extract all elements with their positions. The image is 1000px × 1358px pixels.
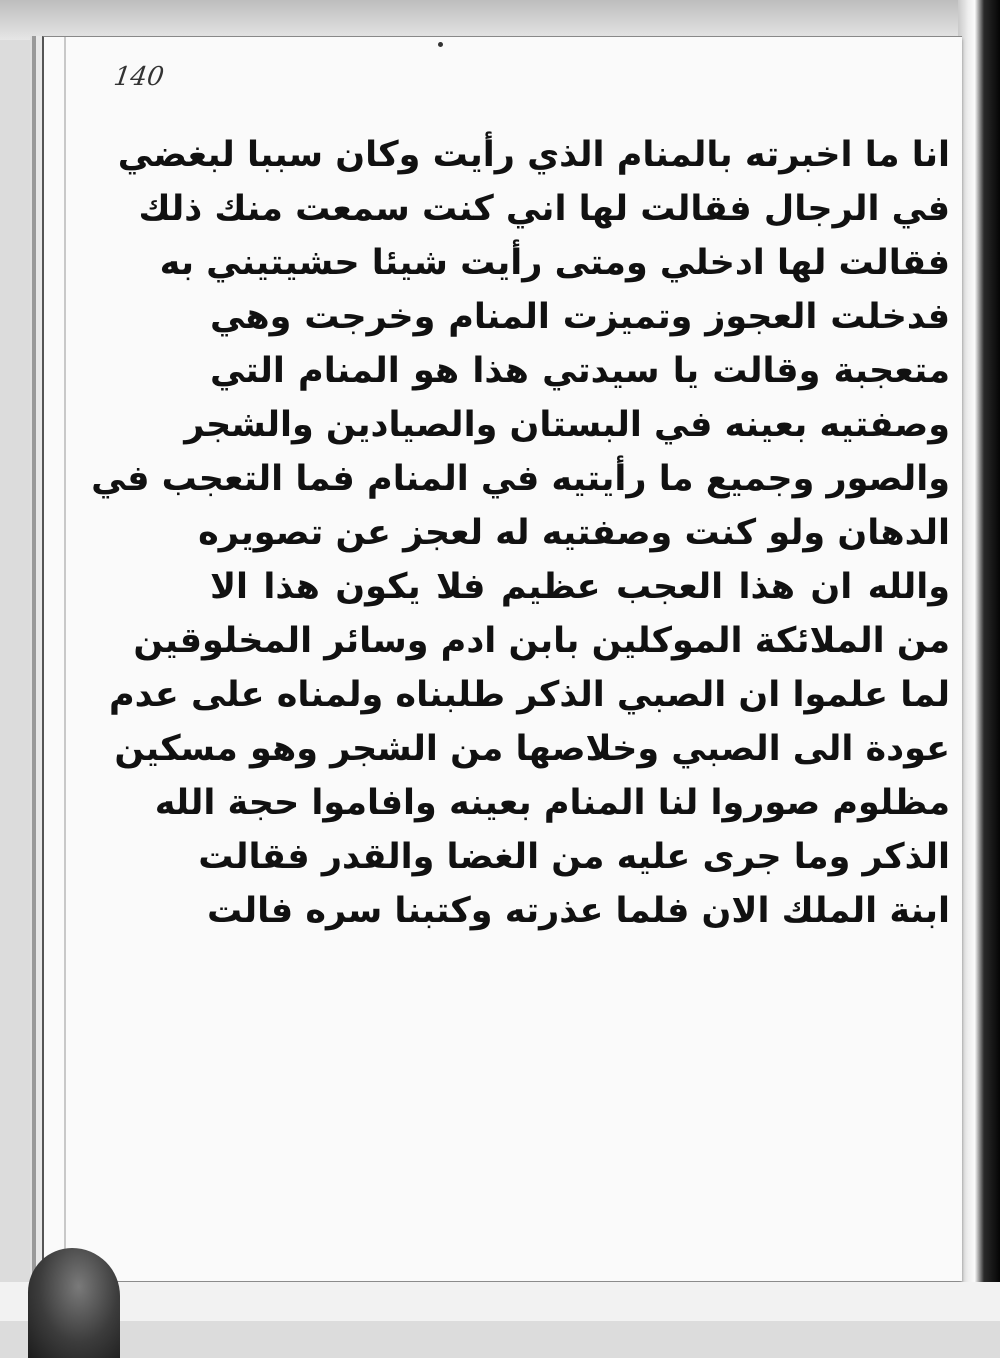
text-line-4: فدخلت العجوز وتميزت المنام وخرجت وهي	[210, 297, 950, 337]
text-line-3: فقالت لها ادخلي ومتى رأيت شيئا حشيتيني به	[159, 243, 950, 283]
text-line-1: انا ما اخبرته بالمنام الذي رأيت وكان سببا لبغضي	[117, 135, 950, 175]
scan-background-bottom	[0, 1282, 1000, 1321]
scan-background-top	[0, 0, 1000, 40]
text-line-6: وصفتيه بعينه في البستان والصيادين والشجر	[184, 405, 950, 445]
text-line-11: لما علموا ان الصبي الذكر طلبناه ولمناه على عدم	[109, 675, 950, 715]
page-fold-line	[64, 37, 66, 1281]
text-line-10: من الملائكة الموكلين بابن ادم وسائر المخلوقين	[133, 621, 950, 661]
holder-thumb	[28, 1248, 120, 1358]
text-line-9: والله ان هذا العجب عظيم فلا يكون هذا الا	[210, 567, 950, 607]
folio-number: 140	[111, 62, 166, 92]
text-line-15: ابنة الملك الان فلما عذرته وكتبنا سره فالت	[206, 891, 950, 931]
manuscript-text-block	[91, 128, 950, 938]
book-edge	[958, 0, 1000, 1321]
text-line-2: في الرجال فقالت لها اني كنت سمعت منك ذلك	[138, 189, 950, 229]
text-line-14: الذكر وما جرى عليه من الغضا والقدر فقالت	[198, 837, 950, 877]
text-line-12: عودة الى الصبي وخلاصها من الشجر وهو مسكين	[114, 729, 950, 769]
text-line-13: مظلوم صوروا لنا المنام بعينه وافاموا حجة الله	[154, 783, 950, 823]
text-line-5: متعجبة وقالت يا سيدتي هذا هو المنام التي	[210, 351, 950, 391]
text-line-7: والصور وجميع ما رأيتيه في المنام فما التعجب في	[91, 459, 950, 499]
ink-dot	[438, 42, 443, 47]
text-line-8: الدهان ولو كنت وصفتيه له لعجز عن تصويره	[198, 513, 950, 553]
